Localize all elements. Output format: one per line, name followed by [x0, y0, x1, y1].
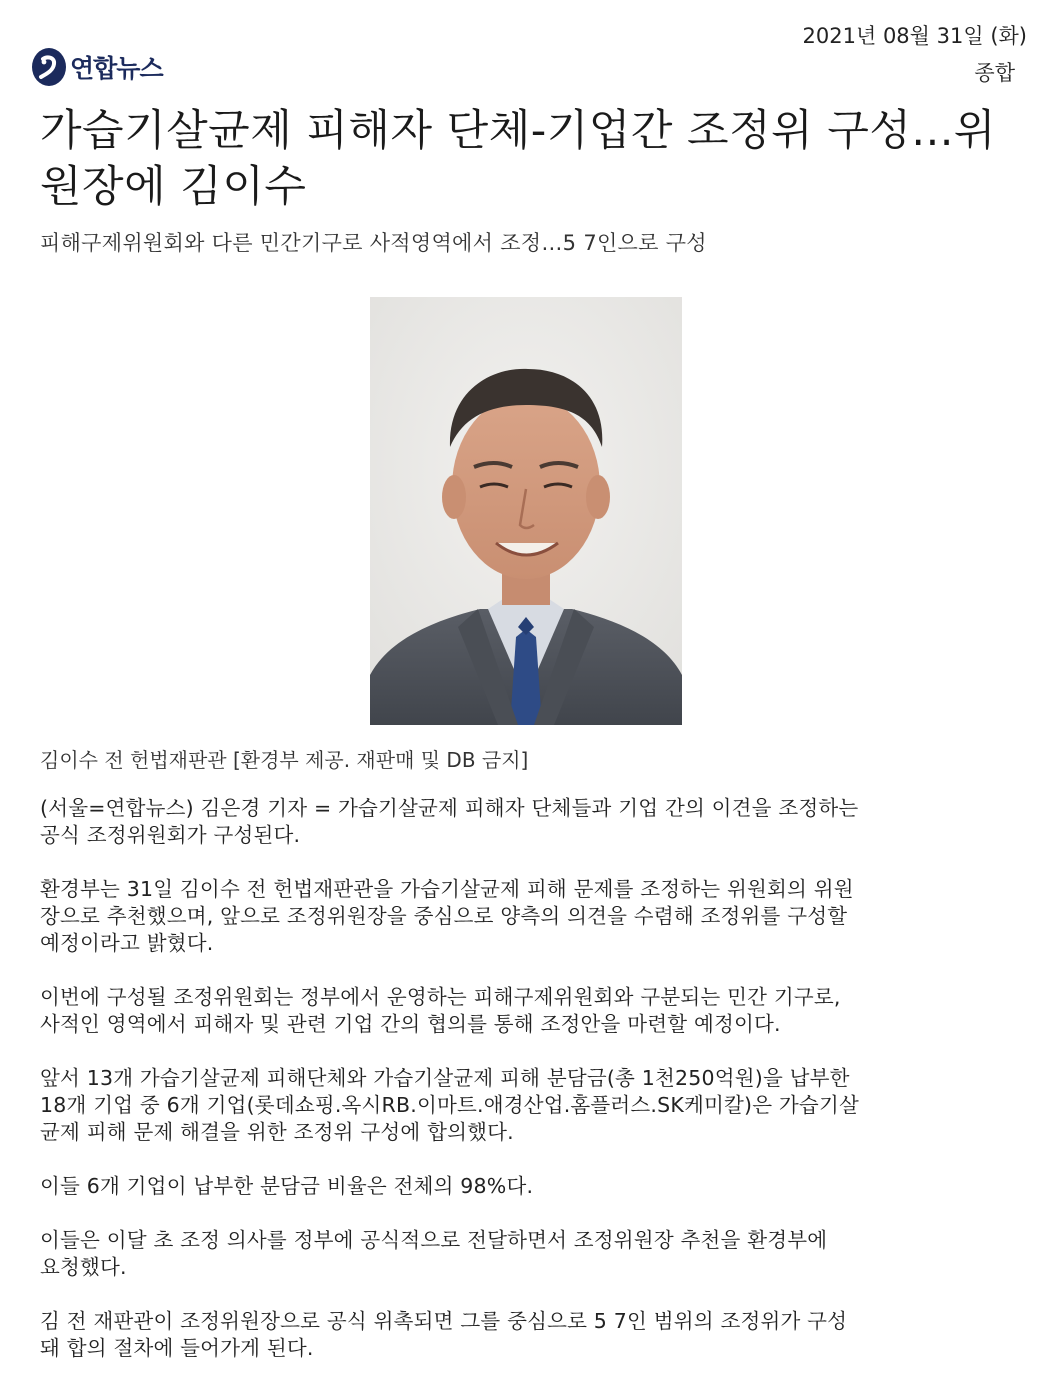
subtitle: 피해구제위원회와 다른 민간기구로 사적영역에서 조정…5 7인으로 구성	[40, 231, 707, 255]
paragraph: 이들 6개 기업이 납부한 분담금 비율은 전체의 98%다.	[40, 1174, 534, 1198]
photo-caption: 김이수 전 헌법재판관 [환경부 제공. 재판매 및 DB 금지]	[40, 748, 529, 772]
yonhap-logo	[30, 45, 163, 89]
portrait-photo	[370, 297, 682, 725]
paragraph: 이번에 구성될 조정위원회는 정부에서 운영하는 피해구제위원회와 구분되는 민간 기구로, 사적인 영역에서 피해자 및 관련 기업 간의 협의를 통해 조정안을 마련할 예정이다.	[40, 985, 841, 1036]
paragraph: 환경부는 31일 김이수 전 헌법재판관을 가습기살균제 피해 문제를 조정하는 위원회의 위원 장으로 추천했으며, 앞으로 조정위원장을 중심으로 양측의 의견을 수렴해 조정위를 구성할 예정이라고 밝혔다.	[40, 877, 854, 955]
date-line: 2021년 08월 31일 (화)	[802, 24, 1027, 48]
logo-text: 연합뉴스	[70, 54, 163, 83]
paragraph: (서울=연합뉴스) 김은경 기자 = 가습기살균제 피해자 단체들과 기업 간의 이견을 조정하는 공식 조정위원회가 구성된다.	[40, 796, 859, 847]
section-label: 종합	[974, 61, 1015, 85]
paragraph: 앞서 13개 가습기살균제 피해단체와 가습기살균제 피해 분담금(총 1천250억원)을 납부한 18개 기업 중 6개 기업(롯데쇼핑.옥시RB.이마트.애경산업.홈플러스.SK케미칼)은 가습기살 균제 피해 문제 해결을 위한 조정위 구성에 합의했다.	[40, 1066, 859, 1144]
yonhap-logo-icon	[30, 47, 68, 87]
paragraph: 김 전 재판관이 조정위원장으로 공식 위촉되면 그를 중심으로 5 7인 범위의 조정위가 구성 돼 합의 절차에 들어가게 된다.	[40, 1309, 848, 1360]
paragraph: 이들은 이달 초 조정 의사를 정부에 공식적으로 전달하면서 조정위원장 추천을 환경부에 요청했다.	[40, 1228, 828, 1279]
headline: 가습기살균제 피해자 단체-기업간 조정위 구성...위원장에 김이수	[40, 106, 996, 212]
article-body	[40, 795, 1015, 1389]
